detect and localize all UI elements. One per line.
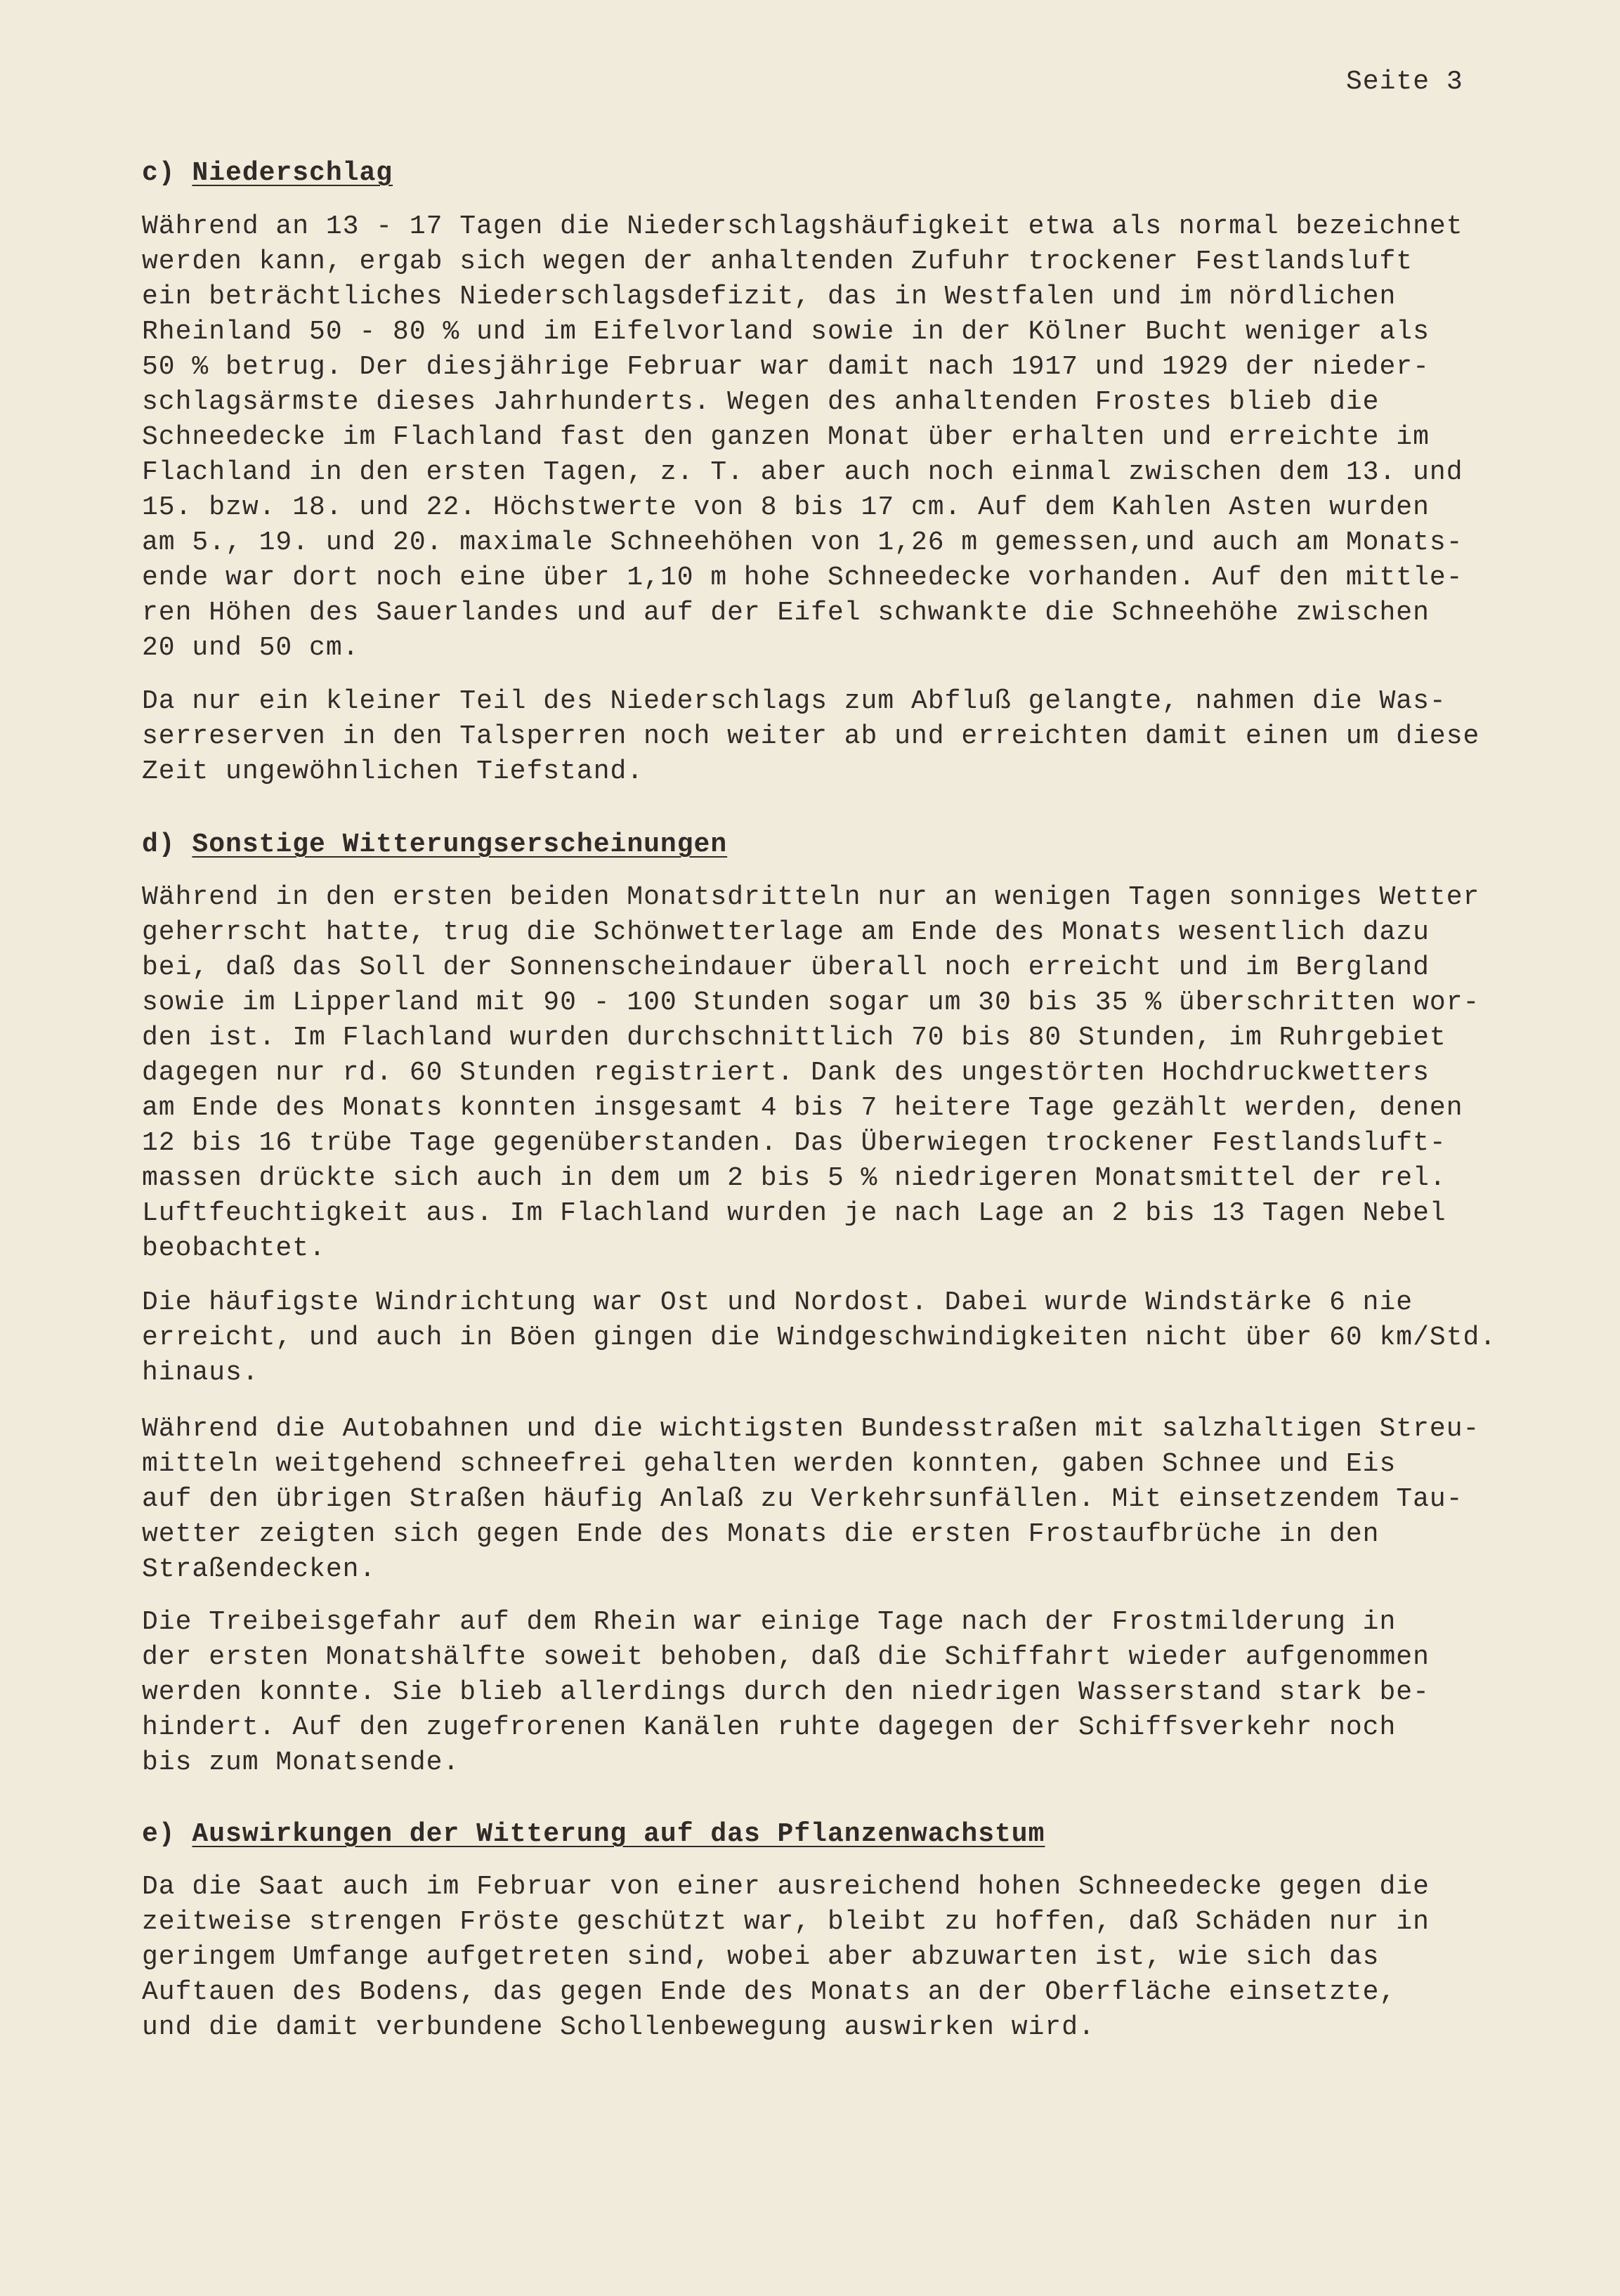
section-letter: e): [142, 1819, 176, 1849]
text-line: Da nur ein kleiner Teil des Niederschlags zum Abfluß gelangte, nahmen die Was-: [142, 686, 1446, 716]
section-letter: d): [142, 829, 176, 860]
text-line: ein beträchtliches Niederschlagsdefizit, das in Westfalen und im nördlichen: [142, 282, 1397, 312]
text-line: am Ende des Monats konnten insgesamt 4 bis 7 heitere Tage gezählt werden, denen: [142, 1093, 1463, 1123]
text-line: bis zum Monatsende.: [142, 1747, 460, 1778]
text-line: erreicht, und auch in Böen gingen die Windgeschwindigkeiten nicht über 60 km/Std.: [142, 1323, 1497, 1353]
text-line: Schneedecke im Flachland fast den ganzen Monat über erhalten und erreichte im: [142, 422, 1430, 452]
text-line: wetter zeigten sich gegen Ende des Monats die ersten Frostaufbrüche in den: [142, 1519, 1380, 1549]
text-line: Die Treibeisgefahr auf dem Rhein war einige Tage nach der Frostmilderung in: [142, 1607, 1397, 1637]
paragraph-niederschlag-2: [142, 684, 1589, 789]
text-line: am 5., 19. und 20. maximale Schneehöhen von 1,26 m gemessen,und auch am Monats-: [142, 527, 1463, 558]
text-line: 20 und 50 cm.: [142, 633, 360, 663]
paragraph-niederschlag-1: [142, 209, 1589, 666]
paragraph-witterung-3: [142, 1412, 1589, 1587]
text-line: Die häufigste Windrichtung war Ost und Nordost. Dabei wurde Windstärke 6 nie: [142, 1287, 1413, 1318]
text-line: ende war dort noch eine über 1,10 m hohe Schneedecke vorhanden. Auf den mittle-: [142, 563, 1463, 593]
section-title: Sonstige Witterungserscheinungen: [192, 829, 728, 860]
text-line: Während die Autobahnen und die wichtigsten Bundesstraßen mit salzhaltigen Streu-: [142, 1414, 1480, 1444]
text-line: den ist. Im Flachland wurden durchschnittlich 70 bis 80 Stunden, im Ruhrgebiet: [142, 1023, 1446, 1053]
paragraph-witterung-1: [142, 880, 1589, 1266]
text-line: Während in den ersten beiden Monatsdritteln nur an wenigen Tagen sonniges Wetter: [142, 882, 1480, 912]
section-title: Niederschlag: [192, 158, 393, 188]
text-line: ren Höhen des Sauerlandes und auf der Eifel schwankte die Schneehöhe zwischen: [142, 598, 1430, 628]
text-line: bei, daß das Soll der Sonnenscheindauer überall noch erreicht und im Bergland: [142, 952, 1430, 983]
text-line: beobachtet.: [142, 1233, 326, 1264]
page-number: Seite 3: [1346, 67, 1463, 97]
text-line: Straßendecken.: [142, 1554, 377, 1585]
text-line: Da die Saat auch im Februar von einer ausreichend hohen Schneedecke gegen die: [142, 1872, 1430, 1902]
paragraph-pflanzenwachstum-1: [142, 1870, 1589, 2045]
text-line: zeitweise strengen Fröste geschützt war, bleibt zu hoffen, daß Schäden nur in: [142, 1907, 1430, 1937]
text-line: 50 % betrug. Der diesjährige Februar war damit nach 1917 und 1929 der nieder-: [142, 352, 1430, 382]
paragraph-witterung-4: [142, 1605, 1589, 1780]
text-line: Während an 13 - 17 Tagen die Niederschlagshäufigkeit etwa als normal bezeichnet: [142, 211, 1463, 242]
text-line: hindert. Auf den zugefrorenen Kanälen ruhte dagegen der Schiffsverkehr noch: [142, 1712, 1397, 1743]
text-line: und die damit verbundene Schollenbewegung auswirken wird.: [142, 2012, 1095, 2042]
text-line: 12 bis 16 trübe Tage gegenüberstanden. Das Überwiegen trockener Festlandsluft-: [142, 1128, 1446, 1158]
text-line: schlagsärmste dieses Jahrhunderts. Wegen des anhaltenden Frostes blieb die: [142, 387, 1380, 417]
text-line: auf den übrigen Straßen häufig Anlaß zu Verkehrsunfällen. Mit einsetzendem Tau-: [142, 1484, 1463, 1514]
text-line: mitteln weitgehend schneefrei gehalten werden konnten, gaben Schnee und Eis: [142, 1449, 1397, 1479]
section-heading-pflanzenwachstum: [142, 1817, 1045, 1852]
text-line: hinaus.: [142, 1358, 259, 1388]
section-heading-sonstige-witterungserscheinungen: [142, 827, 727, 862]
section-heading-niederschlag: [142, 156, 393, 191]
text-line: 15. bzw. 18. und 22. Höchstwerte von 8 bis 17 cm. Auf dem Kahlen Asten wurden: [142, 492, 1430, 523]
text-line: werden kann, ergab sich wegen der anhaltenden Zufuhr trockener Festlandsluft: [142, 247, 1413, 277]
text-line: Zeit ungewöhnlichen Tiefstand.: [142, 756, 644, 787]
section-title: Auswirkungen der Witterung auf das Pflanzenwachstum: [192, 1819, 1045, 1849]
text-line: der ersten Monatshälfte soweit behoben, daß die Schiffahrt wieder aufgenommen: [142, 1642, 1430, 1672]
text-line: werden konnte. Sie blieb allerdings durch den niedrigen Wasserstand stark be-: [142, 1677, 1430, 1707]
paragraph-witterung-2: [142, 1285, 1589, 1391]
section-letter: c): [142, 158, 176, 188]
text-line: Rheinland 50 - 80 % und im Eifelvorland sowie in der Kölner Bucht weniger als: [142, 317, 1430, 347]
text-line: Auftauen des Bodens, das gegen Ende des Monats an der Oberfläche einsetzte,: [142, 1977, 1397, 2007]
text-line: serreserven in den Talsperren noch weiter ab und erreichten damit einen um diese: [142, 721, 1480, 752]
text-line: Luftfeuchtigkeit aus. Im Flachland wurden je nach Lage an 2 bis 13 Tagen Nebel: [142, 1198, 1446, 1228]
text-line: massen drückte sich auch in dem um 2 bis 5 % niedrigeren Monatsmittel der rel.: [142, 1163, 1446, 1193]
text-line: dagegen nur rd. 60 Stunden registriert. Dank des ungestörten Hochdruckwetters: [142, 1058, 1430, 1088]
text-line: geherrscht hatte, trug die Schönwetterlage am Ende des Monats wesentlich dazu: [142, 917, 1430, 947]
text-line: Flachland in den ersten Tagen, z. T. aber auch noch einmal zwischen dem 13. und: [142, 457, 1463, 487]
text-line: sowie im Lipperland mit 90 - 100 Stunden sogar um 30 bis 35 % überschritten wor-: [142, 988, 1480, 1018]
text-line: geringem Umfange aufgetreten sind, wobei aber abzuwarten ist, wie sich das: [142, 1942, 1380, 1972]
